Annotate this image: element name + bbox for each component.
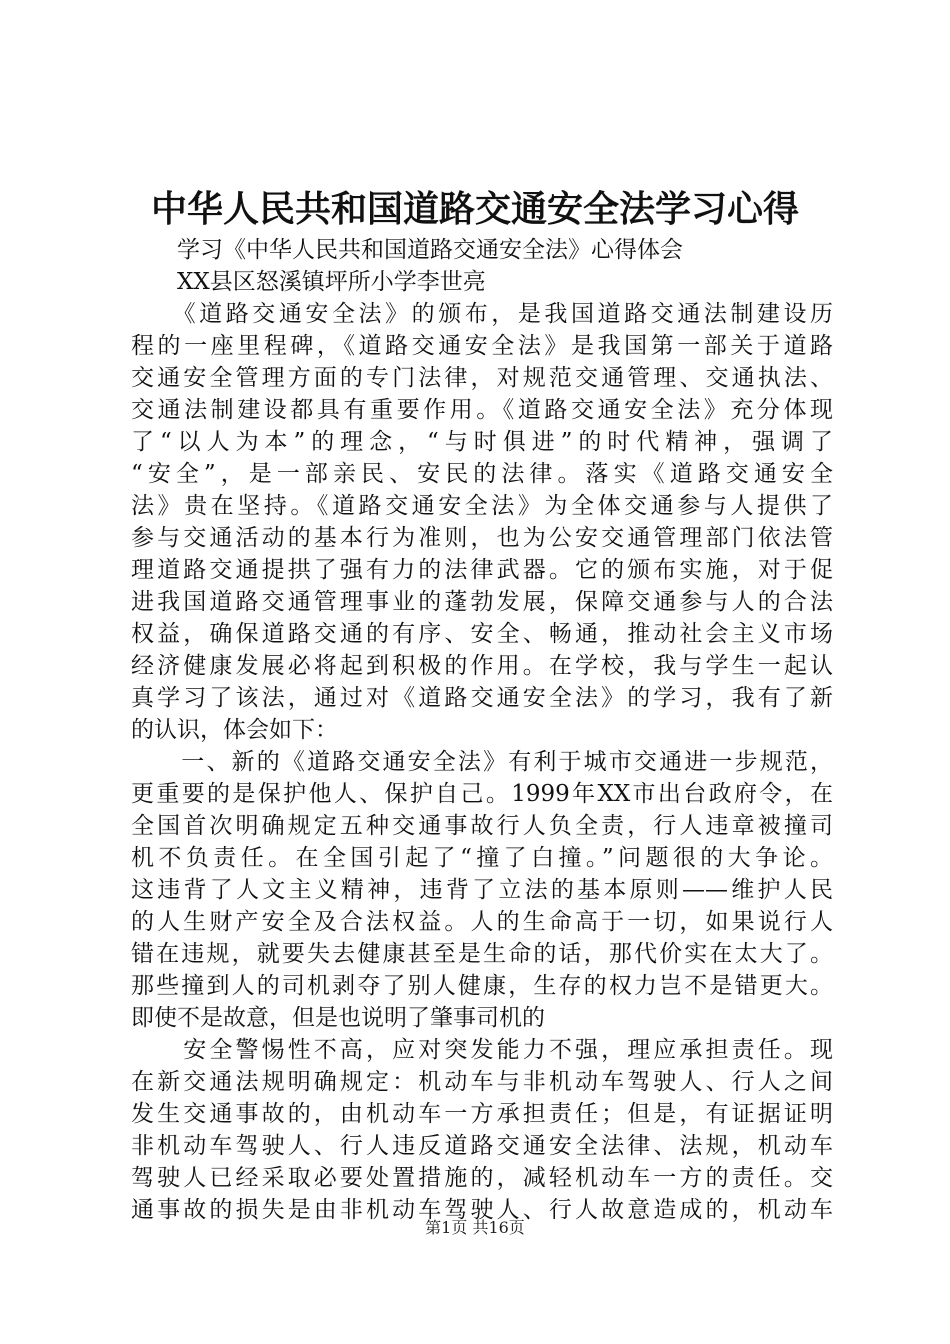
body-text-line: 那些撞到人的司机剥夺了别人健康，生存的权力岂不是错更大。 xyxy=(131,973,833,999)
body-text-line: 在新交通法规明确规定：机动车与非机动车驾驶人、行人之间 xyxy=(131,1069,833,1095)
body-text-line: 经济健康发展必将起到积极的作用。在学校，我与学生一起认 xyxy=(131,653,833,679)
body-text-line: 更重要的是保护他人、保护自己。1999年XX市出台政府令，在 xyxy=(131,781,833,807)
body-text-line: 学习《中华人民共和国道路交通安全法》心得体会 xyxy=(131,237,683,263)
body-text-line: 机不负责任。在全国引起了“撞了白撞。”问题很的大争论。 xyxy=(131,845,833,871)
body-text-line: 的认识，体会如下： xyxy=(131,717,338,743)
document-body xyxy=(131,234,833,1226)
body-text-line: 了“以人为本”的理念，“与时俱进”的时代精神，强调了 xyxy=(131,429,833,455)
body-text-line: 一、新的《道路交通安全法》有利于城市交通进一步规范， xyxy=(131,749,833,775)
body-text-line: 驾驶人已经采取必要处置措施的，减轻机动车一方的责任。交 xyxy=(131,1165,833,1191)
body-text-line: 参与交通活动的基本行为准则，也为公安交通管理部门依法管 xyxy=(131,525,833,551)
body-text-line: 真学习了该法，通过对《道路交通安全法》的学习，我有了新 xyxy=(131,685,833,711)
body-text-line: 权益，确保道路交通的有序、安全、畅通，推动社会主义市场 xyxy=(131,621,833,647)
body-text-line: 即使不是故意，但是也说明了肇事司机的 xyxy=(131,1005,545,1031)
body-text-line: 非机动车驾驶人、行人违反道路交通安全法律、法规，机动车 xyxy=(131,1133,833,1159)
body-text-line: 全国首次明确规定五种交通事故行人负全责，行人违章被撞司 xyxy=(131,813,833,839)
body-text-line: 《道路交通安全法》的颁布，是我国道路交通法制建设历 xyxy=(131,301,833,327)
body-text-line: 这违背了人文主义精神，违背了立法的基本原则——维护人民 xyxy=(131,877,833,903)
body-text-line: 进我国道路交通管理事业的蓬勃发展，保障交通参与人的合法 xyxy=(131,589,833,615)
body-text-line: 错在违规，就要失去健康甚至是生命的话，那代价实在太大了。 xyxy=(131,941,833,967)
body-text-line: 安全警惕性不高，应对突发能力不强，理应承担责任。现 xyxy=(131,1037,833,1063)
body-text-line: 程的一座里程碑，《道路交通安全法》是我国第一部关于道路 xyxy=(131,333,833,359)
body-text-line: “安全”，是一部亲民、安民的法律。落实《道路交通安全 xyxy=(131,461,833,487)
body-text-line: 通事故的损失是由非机动车驾驶人、行人故意造成的，机动车 xyxy=(131,1197,833,1223)
body-text-line: 交通安全管理方面的专门法律，对规范交通管理、交通执法、 xyxy=(131,365,833,391)
body-text-line: 理道路交通提拱了强有力的法律武器。它的颁布实施，对于促 xyxy=(131,557,833,583)
document-title: 中华人民共和国道路交通安全法学习心得 xyxy=(150,188,799,230)
body-text-line: XX县区怒溪镇坪所小学李世亮 xyxy=(131,269,486,295)
body-text-line: 法》贵在坚持。《道路交通安全法》为全体交通参与人提供了 xyxy=(131,493,833,519)
body-text-line: 发生交通事故的，由机动车一方承担责任；但是，有证据证明 xyxy=(131,1101,833,1127)
body-text-line: 的人生财产安全及合法权益。人的生命高于一切，如果说行人 xyxy=(131,909,833,935)
body-text-line: 交通法制建设都具有重要作用。《道路交通安全法》充分体现 xyxy=(131,397,833,423)
page-footer: 第1页 共16页 xyxy=(425,1218,525,1237)
